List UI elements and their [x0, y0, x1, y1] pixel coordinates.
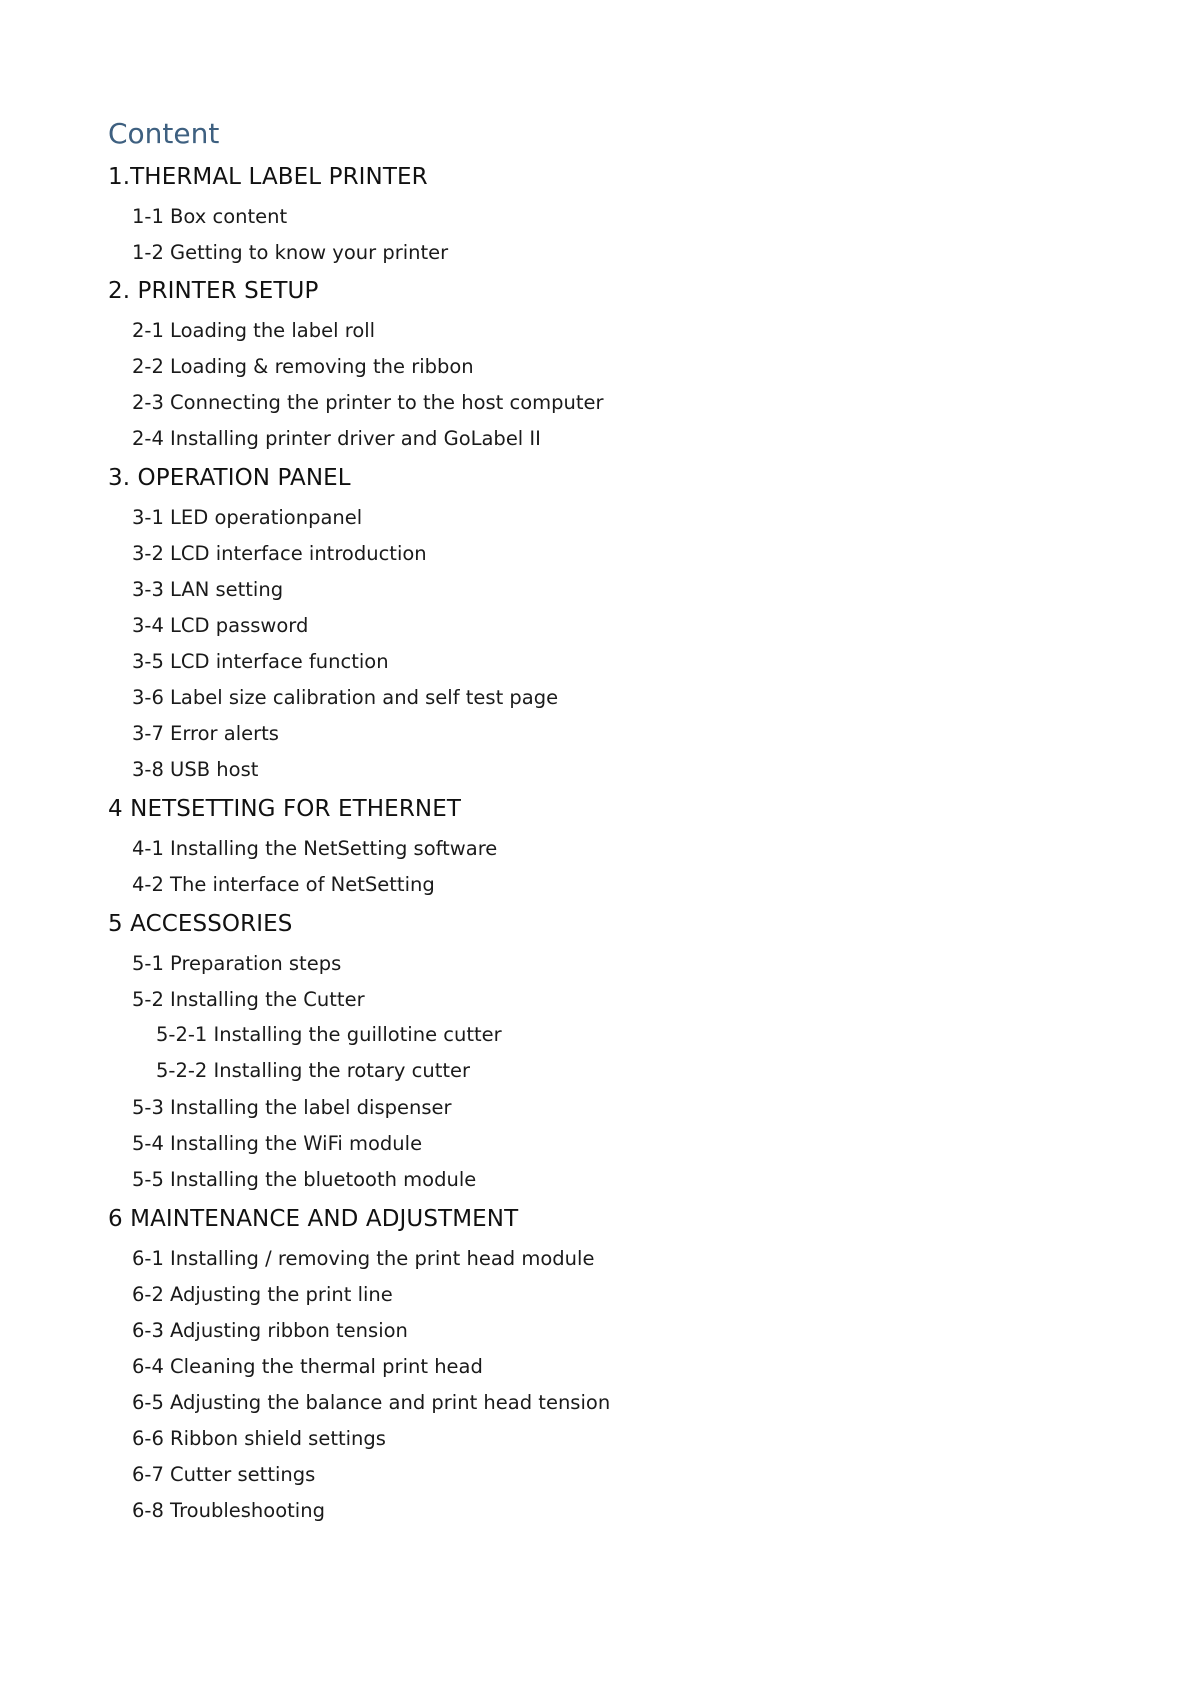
toc-item-2-4[interactable]: 2-4 Installing printer driver and GoLabel II [132, 427, 541, 450]
toc-item-5-3[interactable]: 5-3 Installing the label dispenser [132, 1096, 452, 1119]
toc-item-6-5[interactable]: 6-5 Adjusting the balance and print head tension [132, 1391, 611, 1414]
toc-item-3-5[interactable]: 3-5 LCD interface function [132, 650, 389, 673]
toc-item-3-6[interactable]: 3-6 Label size calibration and self test page [132, 686, 559, 709]
toc-item-1-1[interactable]: 1-1 Box content [132, 205, 288, 228]
toc-item-5-1[interactable]: 5-1 Preparation steps [132, 952, 342, 975]
toc-item-3-2[interactable]: 3-2 LCD interface introduction [132, 542, 427, 565]
toc-item-6-2[interactable]: 6-2 Adjusting the print line [132, 1283, 393, 1306]
toc-item-5-4[interactable]: 5-4 Installing the WiFi module [132, 1132, 423, 1155]
toc-section-3[interactable]: 3. OPERATION PANEL [108, 465, 351, 491]
toc-section-4[interactable]: 4 NETSETTING FOR ETHERNET [108, 796, 461, 822]
toc-section-6[interactable]: 6 MAINTENANCE AND ADJUSTMENT [108, 1206, 519, 1232]
toc-title: Content [108, 117, 220, 150]
toc-item-2-1[interactable]: 2-1 Loading the label roll [132, 319, 376, 342]
toc-item-2-3[interactable]: 2-3 Connecting the printer to the host computer [132, 391, 604, 414]
toc-item-5-2-2[interactable]: 5-2-2 Installing the rotary cutter [156, 1059, 470, 1082]
toc-section-2[interactable]: 2. PRINTER SETUP [108, 278, 319, 304]
toc-section-1[interactable]: 1.THERMAL LABEL PRINTER [108, 164, 428, 190]
toc-item-6-1[interactable]: 6-1 Installing / removing the print head module [132, 1247, 595, 1270]
toc-item-5-5[interactable]: 5-5 Installing the bluetooth module [132, 1168, 477, 1191]
toc-item-2-2[interactable]: 2-2 Loading & removing the ribbon [132, 355, 474, 378]
toc-item-3-3[interactable]: 3-3 LAN setting [132, 578, 284, 601]
toc-item-4-2[interactable]: 4-2 The interface of NetSetting [132, 873, 435, 896]
toc-item-3-4[interactable]: 3-4 LCD password [132, 614, 309, 637]
toc-item-6-4[interactable]: 6-4 Cleaning the thermal print head [132, 1355, 483, 1378]
toc-item-4-1[interactable]: 4-1 Installing the NetSetting software [132, 837, 498, 860]
toc-item-3-8[interactable]: 3-8 USB host [132, 758, 259, 781]
toc-item-3-7[interactable]: 3-7 Error alerts [132, 722, 279, 745]
toc-item-1-2[interactable]: 1-2 Getting to know your printer [132, 241, 449, 264]
toc-item-5-2-1[interactable]: 5-2-1 Installing the guillotine cutter [156, 1023, 502, 1046]
toc-item-3-1[interactable]: 3-1 LED operationpanel [132, 506, 363, 529]
toc-item-6-7[interactable]: 6-7 Cutter settings [132, 1463, 316, 1486]
toc-item-6-3[interactable]: 6-3 Adjusting ribbon tension [132, 1319, 408, 1342]
toc-item-6-8[interactable]: 6-8 Troubleshooting [132, 1499, 325, 1522]
toc-item-5-2[interactable]: 5-2 Installing the Cutter [132, 988, 365, 1011]
toc-item-6-6[interactable]: 6-6 Ribbon shield settings [132, 1427, 386, 1450]
toc-section-5[interactable]: 5 ACCESSORIES [108, 911, 293, 937]
